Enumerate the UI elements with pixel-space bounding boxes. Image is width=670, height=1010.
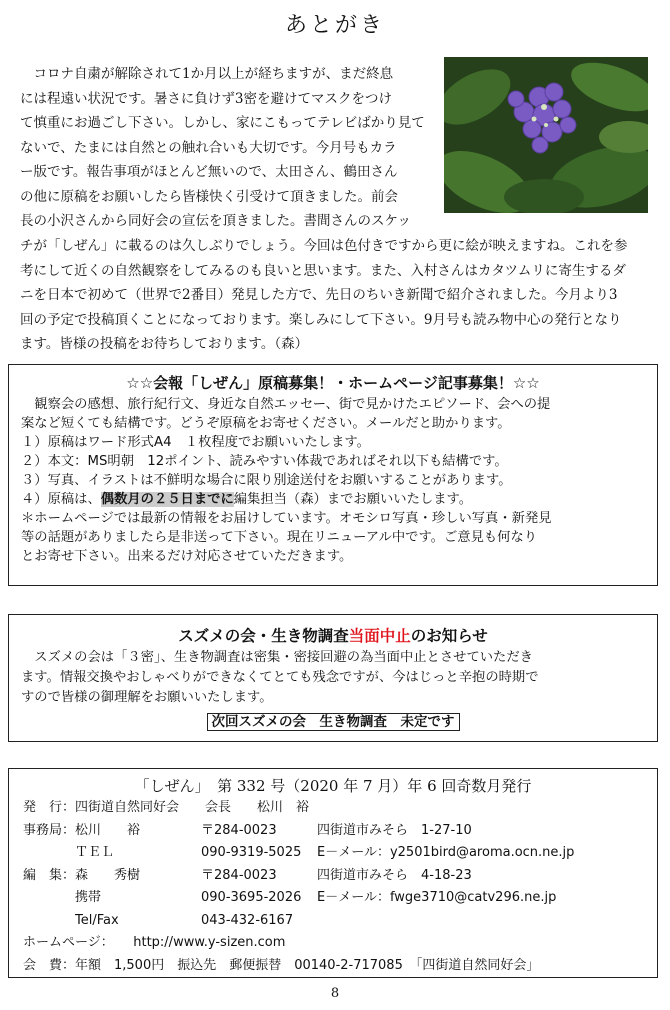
colophon-cell: 編 集：森 秀樹	[23, 867, 141, 883]
recruitment-line: とお寄せ下さい。出来るだけ対応させていただきます。	[21, 549, 353, 564]
colophon-heading: 「しぜん」 第 332 号（2020 年 7 月）年 6 回奇数月発行	[134, 777, 532, 795]
notice-heading	[9, 624, 657, 646]
colophon-row	[23, 910, 657, 933]
afterword-line: ます。皆様の投稿をお待ちしております。（森）	[20, 336, 309, 352]
recruitment-line: 等の話題がありましたら是非送って下さい。現在リニューアル中です。ご意見も何なり	[21, 530, 538, 545]
afterword-line: の他に原稿をお願いしたら皆様快く引受けて頂きました。前会	[20, 188, 398, 205]
recruitment-box	[8, 364, 658, 586]
colophon-cell: 事務局：松川 裕	[23, 822, 141, 838]
afterword-line: 長の小沢さんから同好会の宣伝を頂きました。書間さんのスケッ	[20, 213, 411, 229]
afterword-line: には程遠い状況です。暑さに負けず3密を避けてマスクをつけ	[20, 90, 393, 107]
recruitment-body	[9, 393, 657, 566]
colophon-cell: ホームページ： http://www.y-sizen.com	[23, 935, 286, 950]
recruitment-line-deadline	[21, 490, 647, 509]
afterword-line: 考にして近くの自然観察をしてみるのも良いと思います。また、入村さんはカタツムリに寄生するダ	[20, 262, 626, 279]
colophon-cell: Tel/Fax	[23, 912, 119, 928]
afterword-line: ー版です。報告事項がほとんど無いので、太田さん、鶴田さん	[20, 164, 398, 180]
colophon-cell: 発 行：四街道自然同好会 会長 松川 裕	[23, 800, 310, 815]
colophon-cell: 四街道市みそら 4-18-23	[317, 867, 472, 883]
colophon-row	[23, 932, 657, 955]
page-title: あとがき	[284, 13, 385, 38]
recruitment-line: ＊ホームページでは最新の情報をお届けしています。オモシロ写真・珍しい写真・新発見	[21, 511, 552, 526]
colophon-cell: 四街道市みそら 1-27-10	[317, 822, 472, 838]
colophon-cell: 会 費：年額 1,500円 振込先 郵便振替 00140-2-717085 「四街道自然同好会」	[23, 957, 540, 973]
notice-heading-suffix: のお知らせ	[410, 627, 488, 645]
colophon-cell: 043-432-6167	[201, 912, 294, 928]
notice-heading-red: 当面中止	[348, 627, 411, 645]
notice-line: ます。情報交換やおしゃべりができなくてとても残念ですが、今はじっと辛抱の時期で	[21, 670, 539, 685]
page-number: 8	[330, 986, 340, 1001]
colophon-cell: 090-3695-2026	[201, 890, 302, 905]
recruitment-heading: ☆☆会報「しぜん」原稿募集！・ホームページ記事募集！☆☆	[126, 374, 540, 392]
hydrangea-photo	[444, 57, 648, 213]
deadline-prefix: ４）原稿は、	[21, 492, 101, 507]
colophon-row	[23, 842, 657, 865]
colophon-row	[23, 820, 657, 843]
colophon-row	[23, 797, 657, 820]
deadline-highlight: 偶数月の２５日までに	[100, 492, 234, 507]
suspension-notice-box	[8, 614, 658, 742]
colophon-rows	[9, 797, 657, 977]
colophon-cell: 〒284-0023	[201, 822, 277, 838]
afterword-text	[20, 62, 440, 234]
colophon-row	[23, 865, 657, 888]
colophon-row	[23, 887, 657, 910]
recruitment-line: ３）写真、イラストは不鮮明な場合に限り別途送付をお願いすることがあります。	[21, 473, 512, 488]
recruitment-line: 観察会の感想、旅行紀行文、身近な自然エッセー、街で見かけたエピソード、会への提	[21, 397, 551, 412]
recruitment-line: ２）本文：MS明朝 12ポイント、読みやすい体裁であればそれ以下も結構です。	[21, 454, 508, 469]
colophon-cell: ＴＥＬ	[23, 845, 115, 860]
afterword-line: 回の予定で投稿頂くことになっております。楽しみにして下さい。9月号も読み物中心の発行となり	[20, 311, 622, 328]
notice-body	[9, 646, 657, 708]
afterword-line: て慎重にお過ごし下さい。しかし、家にこもってテレビばかり見て	[20, 115, 425, 131]
colophon-cell: E－メール：y2501bird@aroma.ocn.ne.jp	[317, 845, 575, 860]
colophon-cell: 090-9319-5025	[201, 845, 302, 860]
notice-line: スズメの会は「３密」、生き物調査は密集・密接回避の為当面中止とさせていただき	[21, 650, 533, 665]
recruitment-line: 案など短くても結構です。どうぞ原稿をお寄せください。メールだと助かります。	[21, 416, 511, 431]
colophon-cell: 携帯	[23, 890, 102, 905]
afterword-line: ないで、たまには自然との触れ合いも大切です。今月号もカラ	[20, 139, 397, 156]
colophon-cell: 〒284-0023	[201, 867, 277, 883]
notice-heading-prefix: スズメの会・生き物調査	[178, 627, 349, 645]
deadline-suffix: 編集担当（森）までお願いいたします。	[233, 492, 473, 507]
recruitment-line: １）原稿はワード形式A4 １枚程度でお願いいたします。	[21, 435, 370, 450]
colophon-row	[23, 955, 657, 978]
afterword-line: ニを日本で初めて（世界で2番目）発見した方で、先日のちいき新聞で紹介されました。今月より3	[20, 287, 618, 303]
colophon-box	[8, 768, 658, 978]
colophon-cell: E－メール：fwge3710@catv296.ne.jp	[317, 890, 557, 905]
notice-line: すので皆様の御理解をお願いいたします。	[21, 690, 273, 705]
afterword-line: コロナ自粛が解除されて1か月以上が経ちますが、まだ終息	[20, 66, 394, 82]
afterword-text-continued	[20, 234, 650, 357]
afterword-line: チが「しぜん」に載るのは久しぶりでしょう。今回は色付きですから更に絵が映えますね。これを参	[20, 238, 628, 254]
next-meeting-tag: 次回スズメの会 生き物調査 未定です	[207, 713, 460, 731]
next-meeting-tag-wrap	[9, 710, 657, 730]
